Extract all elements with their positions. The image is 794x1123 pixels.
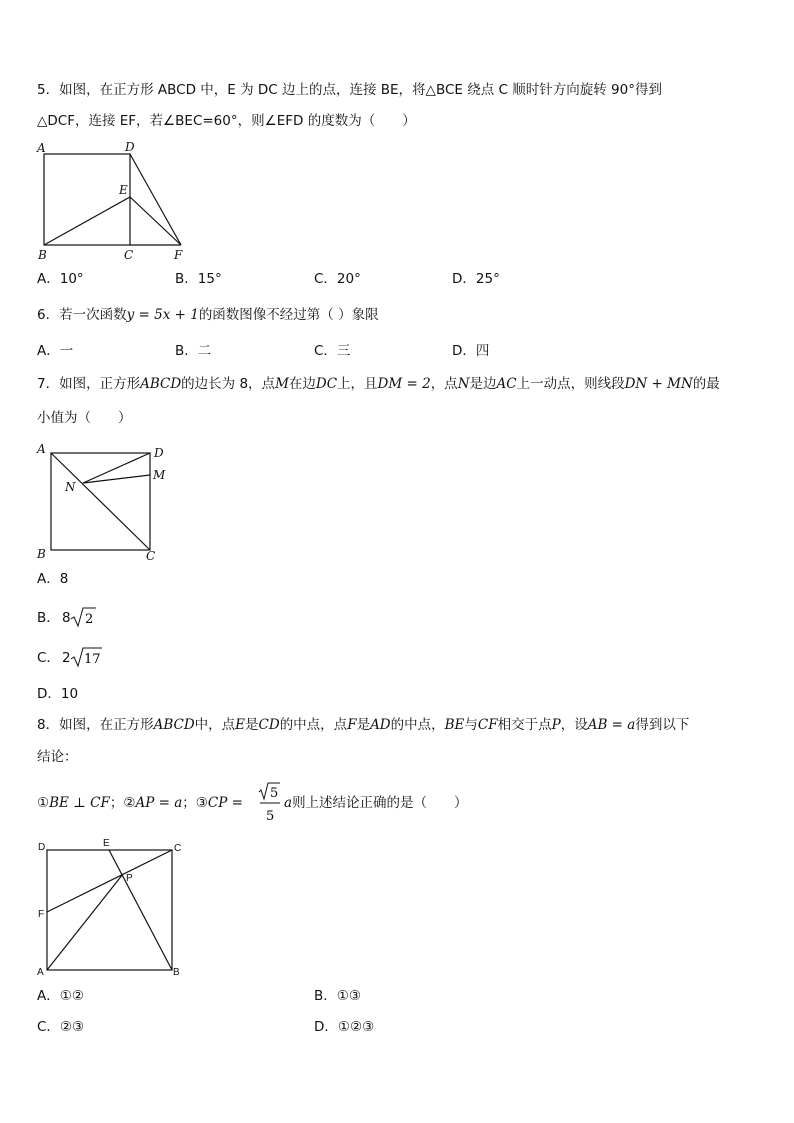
- q7-figure: [30, 440, 180, 565]
- q8-var: CD: [258, 717, 280, 733]
- q8-text: 8．如图，在正方形: [37, 717, 154, 733]
- q7-text: 上一动点，则线段: [516, 376, 625, 392]
- q5-segment-be: [44, 197, 130, 245]
- q8-segment-eb: [109, 850, 172, 970]
- q8-figure: [30, 836, 190, 978]
- q7-var: DN + MN: [624, 376, 693, 392]
- q8-stem-line2: 结论：: [37, 749, 78, 765]
- q8-fraction: [258, 781, 282, 825]
- q5-figure: [30, 138, 200, 263]
- q8-text: ，设: [560, 717, 588, 733]
- q5-label-c: C: [124, 248, 134, 262]
- q8-text: 则上述结论正确的是（ ）: [292, 795, 468, 811]
- q7-label-c: C: [146, 549, 156, 563]
- q8-label-b: B: [173, 967, 180, 978]
- q8-label-f: F: [38, 909, 45, 920]
- q6-option-d: D．四: [452, 343, 490, 359]
- q8-var: P: [551, 717, 561, 733]
- q7-label-m: M: [153, 468, 166, 482]
- q8-option-d: D．①②③: [314, 1019, 375, 1035]
- q8-text: 是: [245, 717, 259, 733]
- q8-expr: AP = a: [135, 795, 183, 811]
- q5-label-f: F: [174, 248, 183, 262]
- q5-label-a: A: [37, 141, 46, 155]
- q7-option-b: [37, 612, 60, 626]
- q5-square-abcd: [44, 154, 130, 245]
- q8-label-p: P: [126, 873, 133, 884]
- q8-text: 得到以下: [635, 717, 690, 733]
- q7-option-c-radicand: 17: [84, 652, 101, 667]
- q8-text: 是: [356, 717, 371, 733]
- q7-var: M: [275, 376, 289, 392]
- q8-text: 的中点，点: [279, 717, 348, 733]
- q7-option-b-prefix: B．: [37, 610, 60, 626]
- q8-var: AD: [370, 717, 391, 733]
- q8-label-a: A: [37, 967, 44, 978]
- q5-label-b: B: [38, 248, 47, 262]
- q7-diagonal-ac: [51, 453, 150, 550]
- q7-option-c-coef: 2: [62, 650, 71, 666]
- q7-option-c: [37, 652, 60, 666]
- q8-segment-ap: [47, 874, 123, 970]
- q7-label-a: A: [37, 442, 46, 456]
- q7-label-b: B: [37, 547, 46, 561]
- q5-stem-line2: △DCF，连接 EF，若∠BEC=60°，则∠EFD 的度数为（ ）: [37, 113, 416, 129]
- q8-mark: ①: [37, 795, 50, 811]
- q8-var: ABCD: [153, 717, 195, 733]
- q7-var: N: [457, 376, 470, 392]
- q7-text: 的最: [692, 376, 720, 392]
- q8-var: E: [235, 717, 246, 733]
- q7-option-c-prefix: C．: [37, 650, 60, 666]
- q8-option-c: C．②③: [37, 1019, 85, 1035]
- q8-text: 与: [464, 717, 478, 733]
- q7-stem-line2: 小值为（ ）: [37, 410, 132, 426]
- q8-expr: CP =: [207, 795, 243, 811]
- q5-segment-df: [130, 154, 181, 245]
- q8-option-b: B．①③: [314, 988, 361, 1004]
- q7-option-d: D．10: [37, 686, 79, 702]
- q7-text: 是边: [469, 376, 497, 392]
- q5-option-c: C．20°: [314, 271, 361, 287]
- q8-option-a: A．①②: [37, 988, 84, 1004]
- q8-stem-line1: [37, 719, 689, 733]
- q7-label-d: D: [154, 446, 164, 460]
- q5-segment-ef: [130, 197, 181, 245]
- q8-square-abcd: [47, 850, 172, 970]
- q8-var: F: [347, 717, 357, 733]
- q7-stem-line1: [37, 378, 720, 392]
- q8-label-d: D: [38, 842, 46, 853]
- q8-conclusion-tail: [284, 797, 468, 811]
- q8-segment-fc: [47, 850, 172, 912]
- q8-text: 的中点，: [390, 717, 445, 733]
- q8-label-e: E: [103, 838, 110, 849]
- q6-option-a: A．一: [37, 343, 74, 359]
- q8-var: CF: [477, 717, 498, 733]
- q7-text: 上，且: [337, 376, 378, 392]
- q6-suffix: 的函数图像不经过第（ ）象限: [198, 307, 379, 323]
- q5-option-d: D．25°: [452, 271, 500, 287]
- q7-option-a: A．8: [37, 571, 69, 587]
- q7-text: ，点: [430, 376, 458, 392]
- q7-text: 7．如图，正方形: [37, 376, 141, 392]
- q8-text: 中，点: [194, 717, 236, 733]
- q7-option-b-coef: 8: [62, 610, 71, 626]
- q7-option-b-radicand: 2: [85, 612, 94, 627]
- q8-var: BE: [444, 717, 465, 733]
- q6-option-b: B．二: [175, 343, 212, 359]
- q7-var: DM = 2: [377, 376, 431, 392]
- q8-expr: BE ⊥ CF: [49, 795, 110, 811]
- q7-var: DC: [315, 376, 338, 392]
- q6-stem: [37, 309, 379, 323]
- q8-var: AB = a: [587, 717, 636, 733]
- q6-prefix: 6．若一次函数: [37, 307, 127, 323]
- q8-var: a: [284, 795, 293, 811]
- q6-option-c: C．三: [314, 343, 351, 359]
- q8-fraction-numerator: 5: [270, 786, 279, 801]
- q8-label-c: C: [174, 843, 182, 854]
- q5-label-e: E: [119, 183, 128, 197]
- q7-option-c-sqrt: [70, 646, 102, 668]
- q7-var: AC: [496, 376, 517, 392]
- q8-conclusions: [37, 797, 243, 811]
- q8-text: 相交于点: [497, 717, 552, 733]
- q5-option-a: A．10°: [37, 271, 84, 287]
- q7-text: 在边: [288, 376, 316, 392]
- q7-option-b-sqrt: [70, 606, 96, 628]
- q5-label-d: D: [125, 140, 135, 154]
- q7-label-n: N: [65, 480, 76, 494]
- q8-mark: ；②: [109, 795, 136, 811]
- q8-mark: ；③: [182, 795, 208, 811]
- q7-text: 的边长为 8，点: [181, 376, 276, 392]
- q7-var: ABCD: [140, 376, 182, 392]
- q5-option-b: B．15°: [175, 271, 222, 287]
- q6-formula: y = 5x + 1: [126, 307, 199, 323]
- q8-fraction-denominator: 5: [266, 809, 275, 824]
- q5-stem-line1: 5．如图，在正方形 ABCD 中，E 为 DC 边上的点，连接 BE，将△BCE 绕点 C 顺时针方向旋转 90°得到: [37, 82, 662, 98]
